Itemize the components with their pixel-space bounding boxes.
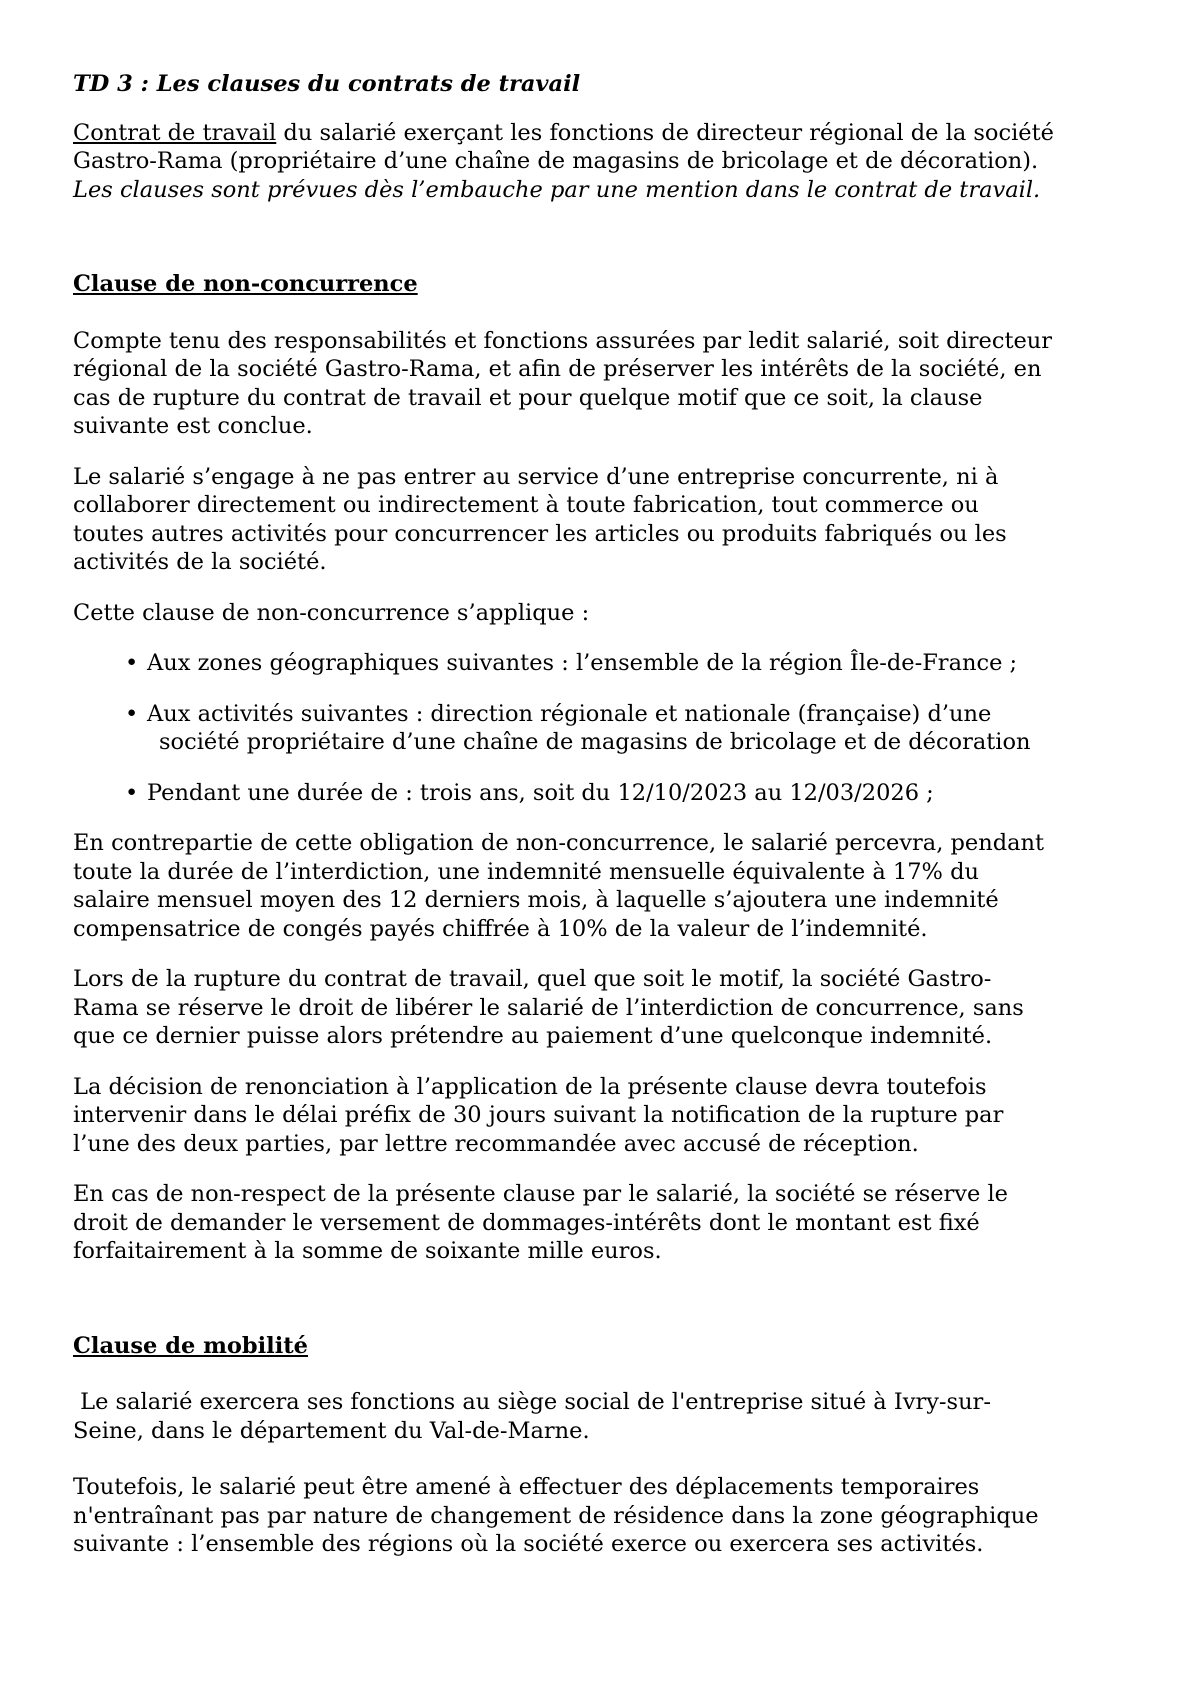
intro-line-2: Gastro-Rama (propriétaire d’une chaîne de magasins de bricolage et de décoration). xyxy=(73,148,1039,174)
document-page xyxy=(73,70,1133,1559)
text-line: cas de rupture du contrat de travail et pour quelque motif que ce soit, la clause xyxy=(73,384,983,411)
text-line: suivante : l’ensemble des régions où la société exerce ou exercera ses activités. xyxy=(73,1531,984,1557)
heading-non-concurrence: Clause de non-concurrence xyxy=(73,271,418,297)
intro-line-1 xyxy=(73,119,1133,148)
spacer xyxy=(73,299,1133,327)
text-line: toutes autres activités pour concurrencer les articles ou produits fabriqués ou les xyxy=(73,520,1007,547)
text-line: droit de demander le versement de dommages-intérêts dont le montant est fixé xyxy=(73,1209,980,1236)
mob-paragraph-1 xyxy=(73,1388,1133,1445)
mob-paragraph-2 xyxy=(73,1473,1133,1559)
text-line: collaborer directement ou indirectement à toute fabrication, tout commerce ou xyxy=(73,492,979,518)
bullet-line-1: Pendant une durée de : trois ans, soit du 12/10/2023 au 12/03/2026 ; xyxy=(147,779,934,806)
bullet-icon: • xyxy=(125,779,139,806)
bullet-icon: • xyxy=(125,650,139,676)
spacer xyxy=(73,204,1133,270)
nc-paragraph-2 xyxy=(73,463,1133,577)
intro-block xyxy=(73,119,1133,205)
text-line: compensatrice de congés payés chiffrée à 10% de la valeur de l’indemnité. xyxy=(73,915,928,942)
nc-paragraph-7 xyxy=(73,1180,1133,1266)
text-line: Compte tenu des responsabilités et fonctions assurées par ledit salarié, soit directeur xyxy=(73,327,1053,354)
text-line: Le salarié s’engage à ne pas entrer au service d’une entreprise concurrente, ni à xyxy=(73,463,999,490)
bullet-line-1: Aux activités suivantes : direction régionale et nationale (française) d’une xyxy=(147,700,992,727)
nc-paragraph-4 xyxy=(73,829,1133,943)
text-line: que ce dernier puisse alors prétendre au paiement d’une quelconque indemnité. xyxy=(73,1023,993,1049)
text-line: l’une des deux parties, par lettre recommandée avec accusé de réception. xyxy=(73,1130,919,1157)
text-line: En contrepartie de cette obligation de non-concurrence, le salarié percevra, pendant xyxy=(73,830,1045,856)
bullet-line-1: Aux zones géographiques suivantes : l’ensemble de la région Île-de-France ; xyxy=(147,650,1018,676)
spacer xyxy=(73,1445,1133,1473)
text-line: Cette clause de non-concurrence s’applique : xyxy=(73,599,590,626)
nc-paragraph-3 xyxy=(73,599,1133,628)
text-line: Rama se réserve le droit de libérer le salarié de l’interdiction de concurrence, sans xyxy=(73,994,1024,1021)
text-line: régional de la société Gastro-Rama, et afin de préserver les intérêts de la société, en xyxy=(73,356,1042,382)
text-line: Toutefois, le salarié peut être amené à effectuer des déplacements temporaires xyxy=(73,1474,980,1500)
nc-bullet-list xyxy=(73,649,1133,807)
contract-link-text: Contrat de travail xyxy=(73,119,277,146)
bullet-icon: • xyxy=(125,700,139,727)
text-line: forfaitairement à la somme de soixante mille euros. xyxy=(73,1238,662,1264)
text-line: La décision de renonciation à l’application de la présente clause devra toutefois xyxy=(73,1073,987,1100)
spacer xyxy=(73,1266,1133,1332)
text-line: En cas de non-respect de la présente clause par le salarié, la société se réserve le xyxy=(73,1181,1009,1207)
document-title: TD 3 : Les clauses du contrats de travail xyxy=(73,71,581,97)
text-line: Seine, dans le département du Val-de-Marne. xyxy=(73,1417,590,1444)
text-line: intervenir dans le délai préfix de 30 jours suivant la notification de la rupture par xyxy=(73,1102,1004,1128)
list-item xyxy=(125,779,1133,808)
text-line: activités de la société. xyxy=(73,549,327,575)
text-line: salaire mensuel moyen des 12 derniers mois, à laquelle s’ajoutera une indemnité xyxy=(73,887,999,913)
bullet-line-2: société propriétaire d’une chaîne de magasins de bricolage et de décoration xyxy=(159,729,1031,755)
list-item xyxy=(125,700,1133,757)
nc-paragraph-5 xyxy=(73,965,1133,1051)
text-line: n'entraînant pas par nature de changement de résidence dans la zone géographique xyxy=(73,1502,1039,1529)
text-line: toute la durée de l’interdiction, une indemnité mensuelle équivalente à 17% du xyxy=(73,858,979,885)
text-line: Le salarié exercera ses fonctions au siège social de l'entreprise situé à Ivry-sur- xyxy=(73,1389,991,1415)
text-line: suivante est conclue. xyxy=(73,413,313,439)
list-item xyxy=(125,649,1133,678)
nc-paragraph-6 xyxy=(73,1073,1133,1159)
nc-paragraph-1 xyxy=(73,327,1133,441)
spacer xyxy=(73,1360,1133,1388)
text-line: Lors de la rupture du contrat de travail, quel que soit le motif, la société Gastro- xyxy=(73,966,992,992)
intro-line-1-rest: du salarié exerçant les fonctions de directeur régional de la société xyxy=(276,119,1054,146)
intro-italic-line: Les clauses sont prévues dès l’embauche par une mention dans le contrat de travail. xyxy=(73,176,1041,203)
heading-mobilite: Clause de mobilité xyxy=(73,1332,308,1359)
